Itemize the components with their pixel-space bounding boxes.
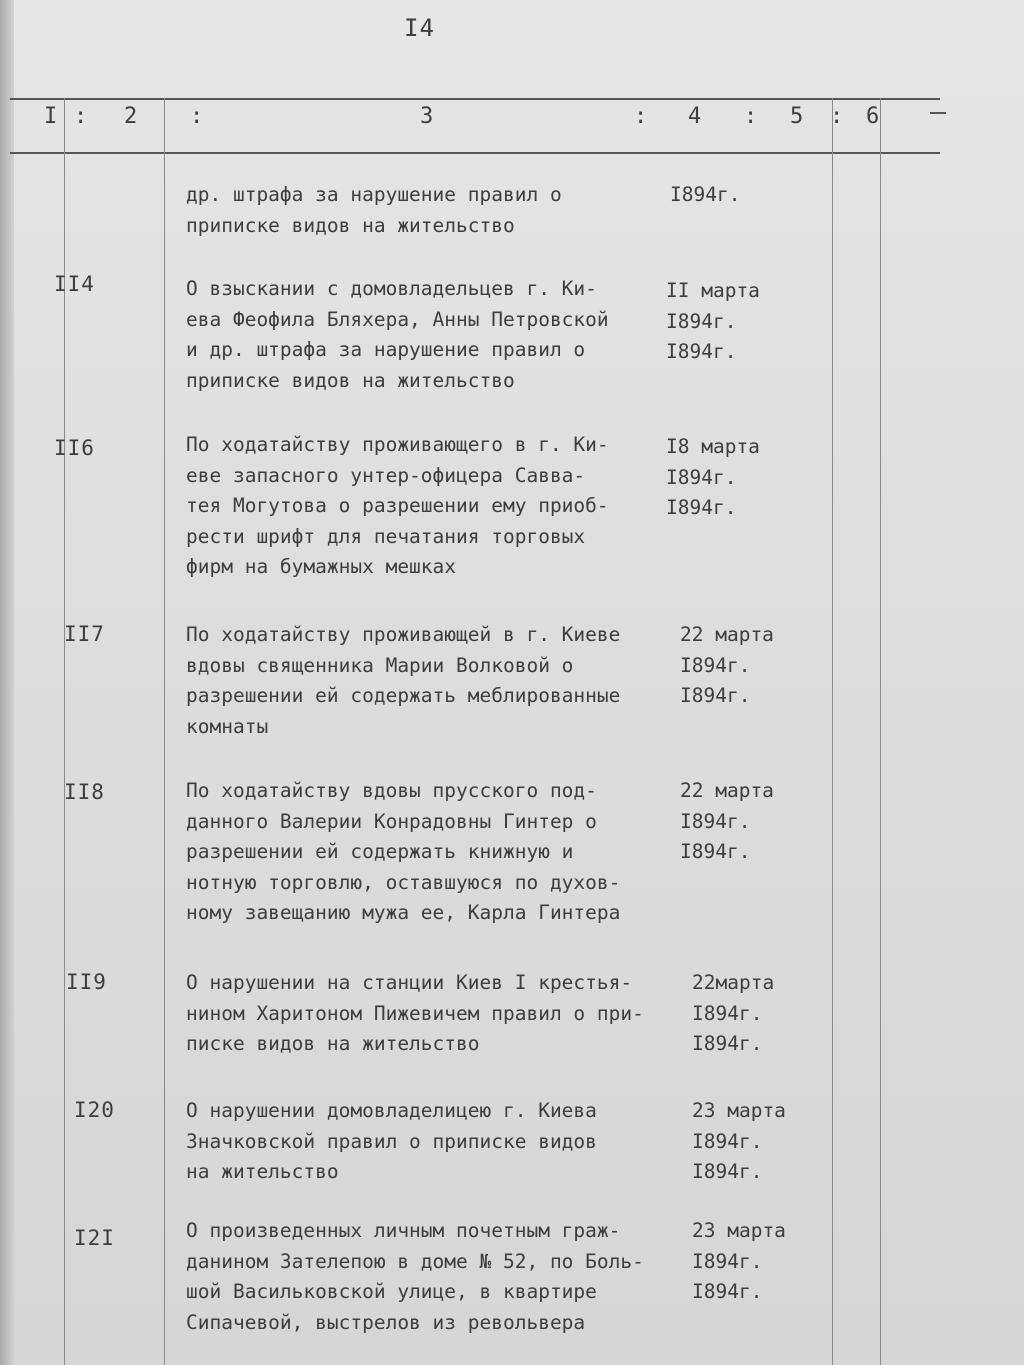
date-line: I894г. [692, 1280, 763, 1303]
entry-dates [658, 432, 798, 524]
header-sep-2: : [190, 104, 204, 129]
entry-description [186, 1096, 656, 1188]
description-line: др. штрафа за нарушение правил о [186, 183, 562, 206]
page-number: I4 [404, 14, 435, 42]
description-line: ному завещанию мужа ее, Карла Гинтера [186, 901, 621, 924]
description-line: данином Зателепою в доме № 52, по Боль- [186, 1249, 644, 1273]
description-line: рести шрифт для печатания торговых [186, 524, 586, 548]
date-line: I894г. [666, 340, 737, 363]
description-line: комнаты [186, 714, 269, 738]
description-line: писке видов на жительство [186, 1032, 480, 1055]
description-line: разрешении ей содержать книжную и [186, 840, 574, 863]
entry-number: II6 [54, 436, 95, 460]
entry-description [186, 776, 656, 929]
description-line: Значковской правил о приписке видов [186, 1129, 597, 1153]
description-line: данного Валерии Конрадовны Гинтер о [186, 809, 597, 833]
entry-number: II7 [64, 622, 105, 646]
date-line: I894г. [666, 496, 737, 519]
description-line: нотную торговлю, оставшуюся по духов- [186, 870, 621, 894]
description-line: приписке видов на жительство [186, 368, 515, 392]
header-col-6: 6 [866, 104, 880, 129]
description-line: фирм на бумажных мешках [186, 555, 457, 578]
header-sep-4: : [744, 104, 758, 129]
entry-number: I20 [74, 1098, 115, 1122]
entry-dates [658, 776, 798, 868]
header-col-3: 3 [420, 104, 434, 129]
header-col-4: 4 [688, 104, 702, 129]
header-top-rule [10, 98, 940, 100]
description-line: тея Могутова о разрешении ему приоб- [186, 494, 609, 517]
header-col-1: I [44, 104, 58, 129]
description-line: на жительство [186, 1160, 339, 1183]
header-right-tick [930, 112, 946, 114]
column-divider-4 [880, 98, 881, 1365]
date-line: I894г. [680, 653, 751, 677]
date-line: 23 марта [692, 1219, 786, 1242]
binding-edge [0, 0, 14, 1365]
entry-description [186, 274, 656, 396]
date-line: I894г. [692, 1249, 763, 1273]
date-line: I894г. [692, 1129, 763, 1153]
description-line: О взыскании с домовладельцев г. Ки- [186, 277, 597, 300]
date-line: I894г. [680, 684, 751, 707]
entry-dates [658, 620, 798, 712]
description-line: О произведенных личным почетным граж- [186, 1219, 621, 1242]
entry-dates [658, 1096, 798, 1188]
description-line: шой Васильковской улице, в квартире [186, 1280, 597, 1303]
date-line: I894г. [692, 1032, 763, 1055]
column-divider-2 [164, 98, 165, 1365]
description-line: еве запасного унтер-офицера Савва- [186, 463, 586, 487]
date-line: I894г. [680, 840, 751, 863]
date-line: I894г. [666, 309, 737, 333]
entry-number: I2I [74, 1226, 115, 1250]
description-line: приписке видов на жительство [186, 213, 515, 237]
description-line: Сипачевой, выстрелов из револьвера [186, 1310, 586, 1334]
date-line: 22марта [692, 971, 775, 994]
entry-description [186, 430, 656, 583]
entry-number: II9 [66, 970, 107, 994]
entry-number: II8 [64, 780, 105, 804]
entry-description [186, 1216, 656, 1338]
column-divider-3 [832, 98, 833, 1365]
description-line: ева Феофила Бляхера, Анны Петровской [186, 307, 609, 331]
description-line: и др. штрафа за нарушение правил о [186, 338, 586, 361]
entry-dates [658, 968, 798, 1060]
date-line: I894г. [666, 465, 737, 489]
date-line: 22 марта [680, 779, 774, 802]
date-line: I894г. [692, 1001, 763, 1025]
description-line: разрешении ей содержать меблированные [186, 684, 621, 707]
description-line: По ходатайству вдовы прусского под- [186, 779, 597, 802]
date-line: II марта [666, 279, 760, 302]
description-line: По ходатайству проживающего в г. Ки- [186, 433, 609, 456]
entry-number: II4 [54, 272, 95, 296]
date-line: 22 марта [680, 623, 774, 646]
header-col-2: 2 [124, 104, 138, 129]
description-line: вдовы священника Марии Волковой о [186, 653, 574, 677]
entry-dates [658, 1216, 798, 1308]
header-sep-5: : [830, 104, 844, 129]
entry-description [186, 180, 656, 241]
header-sep-3: : [634, 104, 648, 129]
header-sep-1: : [74, 104, 88, 129]
header-bottom-rule [10, 152, 940, 154]
entry-dates [658, 180, 798, 211]
entry-dates [658, 276, 798, 368]
description-line: нином Харитоном Пижевичем правил о при- [186, 1001, 644, 1025]
date-line: I894г. [670, 183, 741, 206]
header-col-5: 5 [790, 104, 804, 129]
description-line: По ходатайству проживающей в г. Киеве [186, 623, 621, 646]
date-line: I894г. [692, 1160, 763, 1183]
entry-description [186, 968, 656, 1060]
date-line: I894г. [680, 809, 751, 833]
date-line: I8 марта [666, 435, 760, 458]
date-line: 23 марта [692, 1099, 786, 1122]
description-line: О нарушении домовладелицею г. Киева [186, 1099, 597, 1122]
description-line: О нарушении на станции Киев I крестья- [186, 971, 633, 994]
entry-description [186, 620, 656, 742]
